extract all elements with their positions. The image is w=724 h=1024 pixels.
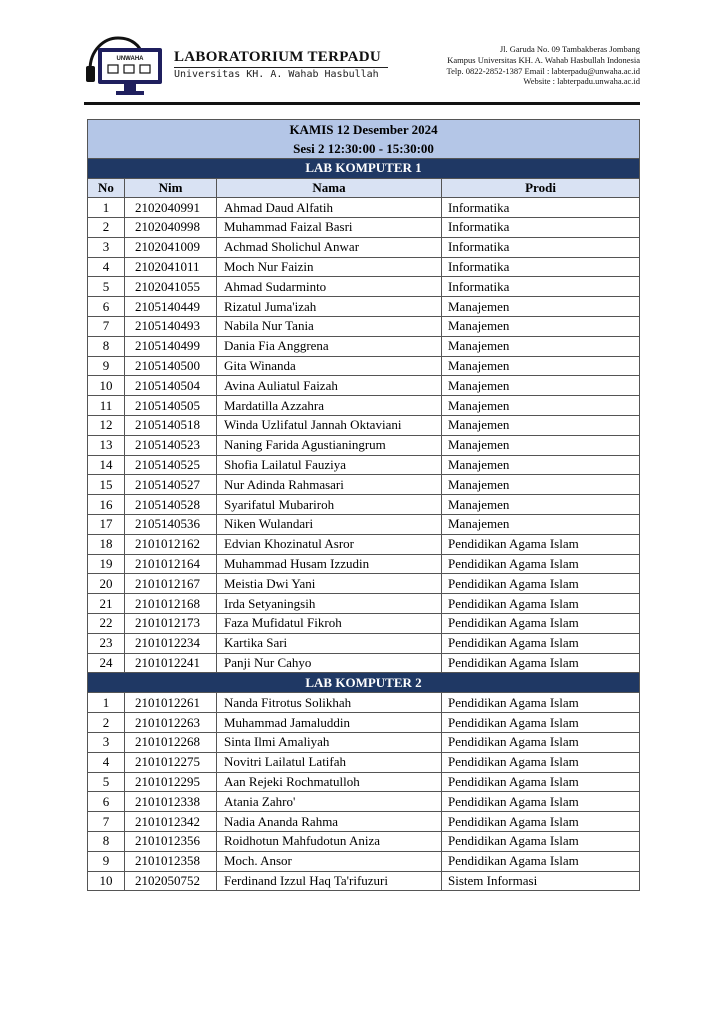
session-row [88, 140, 640, 159]
cell-nama: Mardatilla Azzahra [217, 396, 442, 416]
cell-nama: Aan Rejeki Rochmatulloh [217, 772, 442, 792]
lab-section-row [88, 673, 640, 693]
cell-no: 9 [88, 356, 125, 376]
cell-nim: 2105140500 [125, 356, 217, 376]
cell-prodi: Pendidikan Agama Islam [442, 733, 640, 753]
cell-no: 12 [88, 416, 125, 436]
cell-no: 14 [88, 455, 125, 475]
cell-nama: Shofia Lailatul Fauziya [217, 455, 442, 475]
cell-nim: 2102050752 [125, 871, 217, 891]
cell-nama: Faza Mufidatul Fikroh [217, 614, 442, 634]
phone-email-line: Telp. 0822-2852-1387 Email : labterpadu@unwaha.ac.id [446, 65, 640, 76]
schedule-date: KAMIS 12 Desember 2024 [88, 120, 640, 140]
table-row [88, 713, 640, 733]
cell-nim: 2101012342 [125, 812, 217, 832]
cell-no: 10 [88, 376, 125, 396]
lab-name: LAB KOMPUTER 2 [88, 673, 640, 693]
cell-nim: 2105140504 [125, 376, 217, 396]
cell-prodi: Pendidikan Agama Islam [442, 574, 640, 594]
cell-no: 24 [88, 653, 125, 673]
cell-prodi: Manajemen [442, 336, 640, 356]
cell-nim: 2101012168 [125, 594, 217, 614]
cell-nama: Ahmad Sudarminto [217, 277, 442, 297]
table-row [88, 495, 640, 515]
cell-prodi: Pendidikan Agama Islam [442, 693, 640, 713]
cell-nama: Muhammad Husam Izzudin [217, 554, 442, 574]
table-row [88, 317, 640, 337]
cell-prodi: Pendidikan Agama Islam [442, 534, 640, 554]
cell-nim: 2101012295 [125, 772, 217, 792]
schedule-table [87, 119, 640, 891]
cell-prodi: Pendidikan Agama Islam [442, 832, 640, 852]
lab-section-row [88, 158, 640, 178]
cell-nim: 2101012167 [125, 574, 217, 594]
header-divider [84, 102, 640, 105]
cell-nim: 2101012241 [125, 653, 217, 673]
cell-prodi: Manajemen [442, 515, 640, 535]
column-header-no: No [88, 178, 125, 198]
cell-nim: 2101012356 [125, 832, 217, 852]
cell-prodi: Informatika [442, 218, 640, 238]
table-row [88, 336, 640, 356]
cell-prodi: Manajemen [442, 455, 640, 475]
cell-nama: Edvian Khozinatul Asror [217, 534, 442, 554]
cell-prodi: Manajemen [442, 475, 640, 495]
table-row [88, 851, 640, 871]
cell-nama: Ferdinand Izzul Haq Ta'rifuzuri [217, 871, 442, 891]
lab-title: LABORATORIUM TERPADU [174, 49, 381, 65]
cell-nim: 2102041011 [125, 257, 217, 277]
table-row [88, 653, 640, 673]
table-row [88, 594, 640, 614]
cell-no: 5 [88, 277, 125, 297]
cell-nama: Atania Zahro' [217, 792, 442, 812]
column-header-prodi: Prodi [442, 178, 640, 198]
cell-no: 8 [88, 336, 125, 356]
table-row [88, 455, 640, 475]
cell-nim: 2101012263 [125, 713, 217, 733]
cell-no: 9 [88, 851, 125, 871]
address-line: Jl. Garuda No. 09 Tambakberas Jombang [499, 44, 640, 54]
cell-nim: 2105140505 [125, 396, 217, 416]
cell-no: 2 [88, 713, 125, 733]
table-row [88, 515, 640, 535]
cell-nim: 2101012275 [125, 752, 217, 772]
cell-prodi: Manajemen [442, 435, 640, 455]
table-row [88, 396, 640, 416]
cell-no: 10 [88, 871, 125, 891]
table-row [88, 752, 640, 772]
cell-nama: Panji Nur Cahyo [217, 653, 442, 673]
cell-no: 4 [88, 257, 125, 277]
cell-nama: Muhammad Faizal Basri [217, 218, 442, 238]
cell-prodi: Informatika [442, 237, 640, 257]
cell-nim: 2102040998 [125, 218, 217, 238]
cell-prodi: Pendidikan Agama Islam [442, 792, 640, 812]
table-row [88, 772, 640, 792]
cell-nama: Winda Uzlifatul Jannah Oktaviani [217, 416, 442, 436]
table-row [88, 435, 640, 455]
cell-nama: Nabila Nur Tania [217, 317, 442, 337]
cell-nama: Moch Nur Faizin [217, 257, 442, 277]
letterhead [84, 34, 640, 100]
cell-prodi: Manajemen [442, 317, 640, 337]
cell-nim: 2101012261 [125, 693, 217, 713]
campus-line: Kampus Universitas KH. A. Wahab Hasbullah Indonesia [447, 54, 640, 65]
cell-no: 20 [88, 574, 125, 594]
cell-nim: 2101012234 [125, 633, 217, 653]
contact-block [447, 44, 640, 87]
cell-no: 7 [88, 812, 125, 832]
table-row [88, 633, 640, 653]
cell-prodi: Manajemen [442, 495, 640, 515]
cell-nim: 2101012173 [125, 614, 217, 634]
cell-nama: Nadia Ananda Rahma [217, 812, 442, 832]
cell-prodi: Manajemen [442, 297, 640, 317]
table-row [88, 237, 640, 257]
cell-prodi: Informatika [442, 198, 640, 218]
cell-prodi: Manajemen [442, 376, 640, 396]
cell-no: 7 [88, 317, 125, 337]
table-row [88, 614, 640, 634]
date-row [88, 120, 640, 140]
cell-prodi: Informatika [442, 277, 640, 297]
university-name: Universitas KH. A. Wahab Hasbullah [174, 69, 379, 80]
cell-nama: Avina Auliatul Faizah [217, 376, 442, 396]
cell-prodi: Pendidikan Agama Islam [442, 554, 640, 574]
table-row [88, 812, 640, 832]
cell-nim: 2105140518 [125, 416, 217, 436]
cell-nim: 2105140523 [125, 435, 217, 455]
cell-nama: Nur Adinda Rahmasari [217, 475, 442, 495]
column-header-nim: Nim [125, 178, 217, 198]
cell-prodi: Informatika [442, 257, 640, 277]
table-row [88, 277, 640, 297]
table-row [88, 475, 640, 495]
cell-nim: 2105140525 [125, 455, 217, 475]
cell-no: 3 [88, 733, 125, 753]
cell-nim: 2105140449 [125, 297, 217, 317]
cell-nim: 2105140536 [125, 515, 217, 535]
cell-nama: Kartika Sari [217, 633, 442, 653]
cell-nim: 2105140493 [125, 317, 217, 337]
cell-no: 3 [88, 237, 125, 257]
cell-no: 6 [88, 792, 125, 812]
table-row [88, 554, 640, 574]
cell-no: 2 [88, 218, 125, 238]
cell-no: 17 [88, 515, 125, 535]
cell-nama: Niken Wulandari [217, 515, 442, 535]
cell-prodi: Pendidikan Agama Islam [442, 633, 640, 653]
cell-no: 15 [88, 475, 125, 495]
cell-nim: 2102041055 [125, 277, 217, 297]
cell-prodi: Pendidikan Agama Islam [442, 713, 640, 733]
cell-prodi: Pendidikan Agama Islam [442, 614, 640, 634]
table-row [88, 257, 640, 277]
logo-text: UNWAHA [116, 56, 144, 62]
cell-no: 1 [88, 693, 125, 713]
cell-nim: 2101012162 [125, 534, 217, 554]
cell-nim: 2105140528 [125, 495, 217, 515]
cell-nama: Sinta Ilmi Amaliyah [217, 733, 442, 753]
cell-prodi: Sistem Informasi [442, 871, 640, 891]
cell-nama: Novitri Lailatul Latifah [217, 752, 442, 772]
cell-nama: Naning Farida Agustianingrum [217, 435, 442, 455]
cell-prodi: Pendidikan Agama Islam [442, 653, 640, 673]
table-row [88, 832, 640, 852]
table-row [88, 693, 640, 713]
cell-nama: Ahmad Daud Alfatih [217, 198, 442, 218]
cell-no: 23 [88, 633, 125, 653]
cell-nama: Nanda Fitrotus Solikhah [217, 693, 442, 713]
column-header-nama: Nama [217, 178, 442, 198]
cell-no: 6 [88, 297, 125, 317]
table-row [88, 574, 640, 594]
cell-nim: 2101012164 [125, 554, 217, 574]
cell-nama: Meistia Dwi Yani [217, 574, 442, 594]
cell-nama: Gita Winanda [217, 356, 442, 376]
cell-no: 8 [88, 832, 125, 852]
exam-schedule [87, 119, 639, 891]
cell-no: 5 [88, 772, 125, 792]
table-row [88, 792, 640, 812]
title-underline [174, 67, 388, 68]
cell-prodi: Manajemen [442, 356, 640, 376]
cell-no: 21 [88, 594, 125, 614]
cell-nim: 2101012358 [125, 851, 217, 871]
table-row [88, 871, 640, 891]
table-row [88, 733, 640, 753]
table-row [88, 416, 640, 436]
cell-prodi: Pendidikan Agama Islam [442, 772, 640, 792]
table-row [88, 356, 640, 376]
cell-prodi: Manajemen [442, 396, 640, 416]
cell-prodi: Pendidikan Agama Islam [442, 594, 640, 614]
schedule-session: Sesi 2 12:30:00 - 15:30:00 [88, 140, 640, 159]
cell-nim: 2102040991 [125, 198, 217, 218]
table-row [88, 297, 640, 317]
cell-no: 16 [88, 495, 125, 515]
cell-nama: Syarifatul Mubariroh [217, 495, 442, 515]
cell-nama: Moch. Ansor [217, 851, 442, 871]
table-row [88, 376, 640, 396]
cell-nama: Achmad Sholichul Anwar [217, 237, 442, 257]
cell-no: 18 [88, 534, 125, 554]
column-header-row [88, 178, 640, 198]
cell-prodi: Manajemen [442, 416, 640, 436]
cell-prodi: Pendidikan Agama Islam [442, 752, 640, 772]
cell-no: 19 [88, 554, 125, 574]
table-row [88, 218, 640, 238]
table-row [88, 534, 640, 554]
cell-nim: 2101012268 [125, 733, 217, 753]
cell-nim: 2101012338 [125, 792, 217, 812]
cell-nim: 2105140527 [125, 475, 217, 495]
cell-nama: Dania Fia Anggrena [217, 336, 442, 356]
cell-no: 4 [88, 752, 125, 772]
cell-no: 11 [88, 396, 125, 416]
unwaha-logo [84, 34, 168, 100]
cell-no: 22 [88, 614, 125, 634]
website-line: Website : labterpadu.unwaha.ac.id [523, 76, 640, 87]
cell-nama: Irda Setyaningsih [217, 594, 442, 614]
lab-name: LAB KOMPUTER 1 [88, 158, 640, 178]
cell-no: 13 [88, 435, 125, 455]
table-row [88, 198, 640, 218]
cell-nim: 2102041009 [125, 237, 217, 257]
cell-nama: Rizatul Juma'izah [217, 297, 442, 317]
cell-nama: Muhammad Jamaluddin [217, 713, 442, 733]
cell-nama: Roidhotun Mahfudotun Aniza [217, 832, 442, 852]
cell-nim: 2105140499 [125, 336, 217, 356]
cell-prodi: Pendidikan Agama Islam [442, 851, 640, 871]
cell-no: 1 [88, 198, 125, 218]
cell-prodi: Pendidikan Agama Islam [442, 812, 640, 832]
